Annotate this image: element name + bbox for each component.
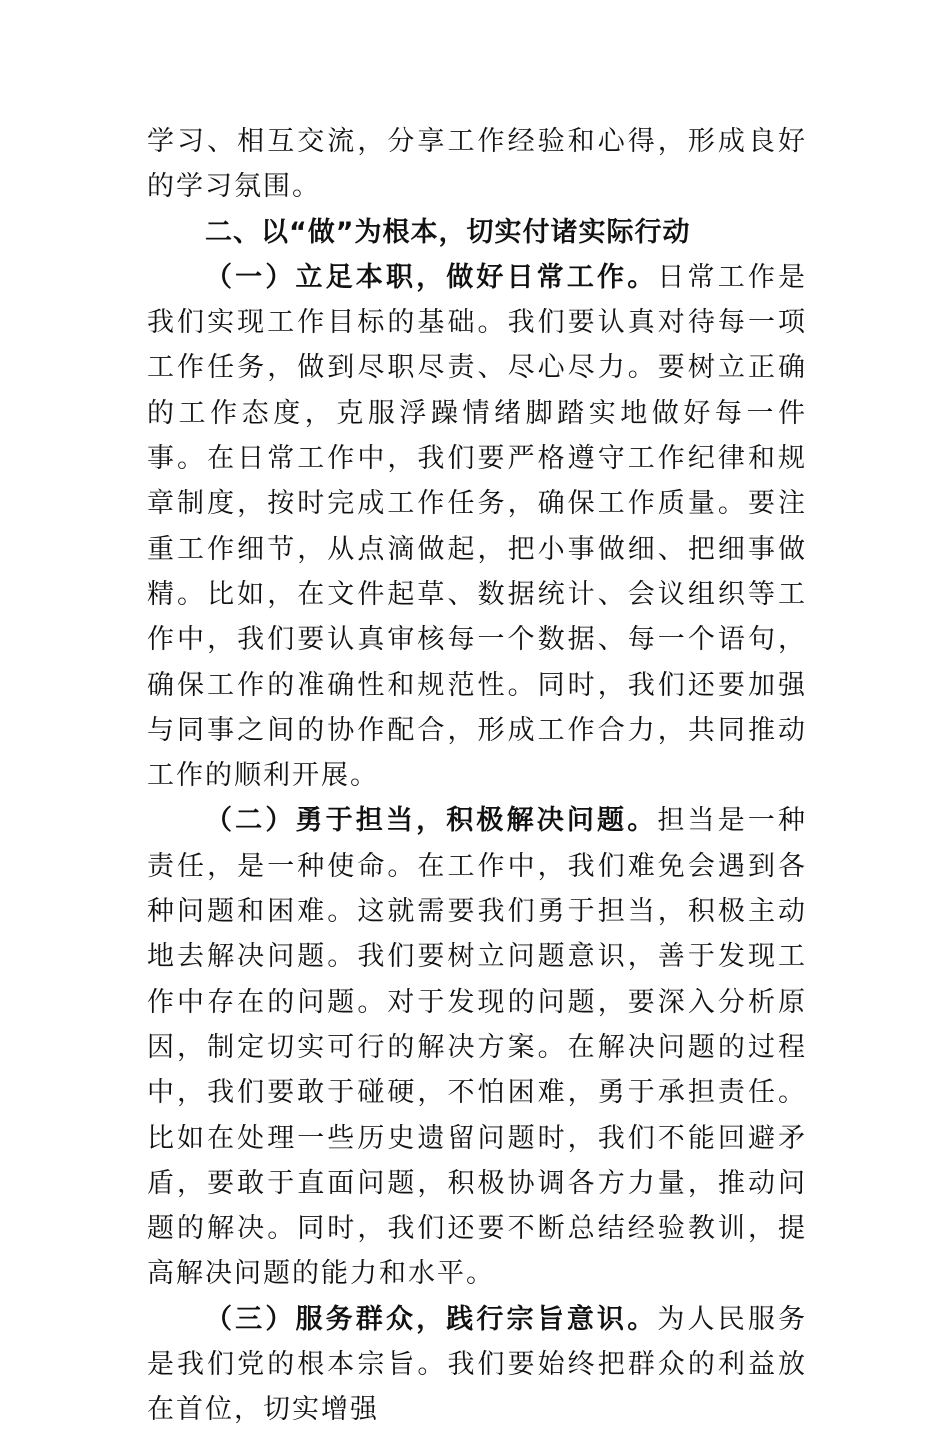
document-body: [147, 119, 807, 1433]
paragraph-3-lead: （三）服务群众，践行宗旨意识。: [205, 1303, 658, 1335]
paragraph-2-lead: （二）勇于担当，积极解决问题。: [205, 805, 658, 837]
paragraph-3-body: 为人民服务是我们党的根本宗旨。我们要始终把群众的利益放在首位，切实增强: [147, 1303, 808, 1426]
paragraph-2: [147, 798, 807, 1296]
paragraph-1-lead: （一）立足本职，做好日常工作。: [205, 261, 658, 293]
paragraph-3: [147, 1297, 807, 1433]
paragraph-2-body: 担当是一种责任，是一种使命。在工作中，我们难免会遇到各种问题和困难。这就需要我们勇于担当，积极主动地去解决问题。我们要树立问题意识，善于发现工作中存在的问题。对于发现的问题，要深入分析原因，制定切实可行的解决方案。在解决问题的过程中，我们要敢于碰硬，不怕困难，勇于承担责任。比如在处理一些历史遗留问题时，我们不能回避矛盾，要敢于直面问题，积极协调各方力量，推动问题的解决。同时，我们还要不断总结经验教训，提高解决问题的能力和水平。: [147, 805, 808, 1290]
continuation-paragraph: 学习、相互交流，分享工作经验和心得，形成良好的学习氛围。: [147, 126, 807, 203]
section-heading: 二、以“做”为根本，切实付诸实际行动: [205, 216, 691, 248]
paragraph-1: [147, 255, 807, 799]
paragraph-1-body: 日常工作是我们实现工作目标的基础。我们要认真对待每一项工作任务，做到尽职尽责、尽心尽力。要树立正确的工作态度，克服浮躁情绪脚踏实地做好每一件事。在日常工作中，我们要严格遵守工作纪律和规章制度，按时完成工作任务，确保工作质量。要注重工作细节，从点滴做起，把小事做细、把细事做精。比如，在文件起草、数据统计、会议组织等工作中，我们要认真审核每一个数据、每一个语句，确保工作的准确性和规范性。同时，我们还要加强与同事之间的协作配合，形成工作合力，共同推动工作的顺利开展。: [147, 261, 808, 792]
